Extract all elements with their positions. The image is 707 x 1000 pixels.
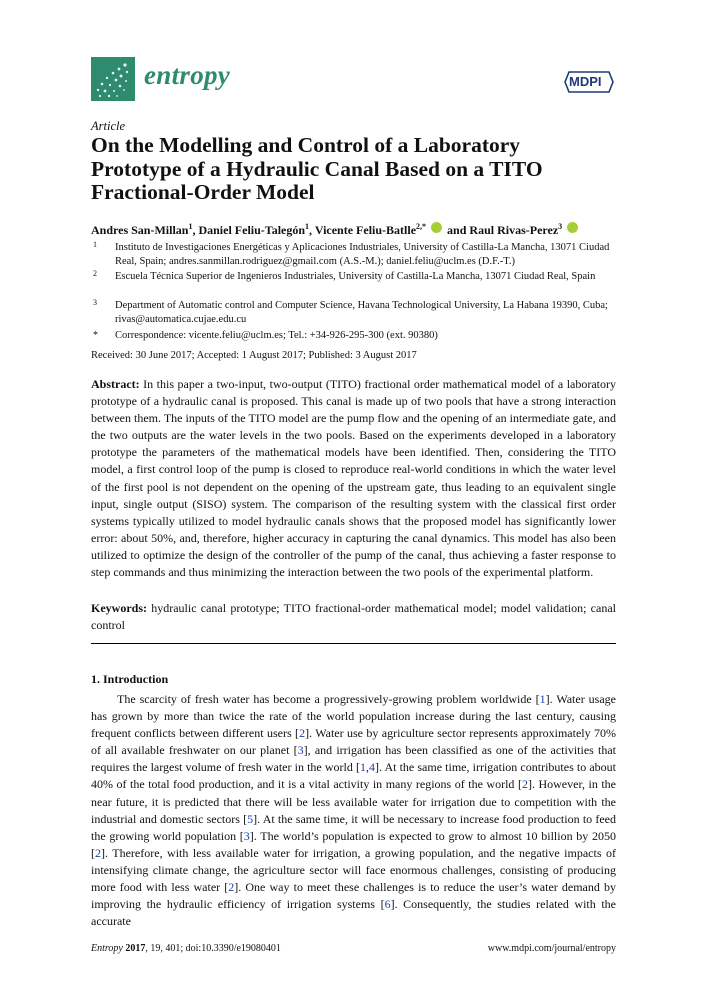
- keywords-label: Keywords:: [91, 601, 147, 615]
- author-name: Raul Rivas-Perez: [469, 223, 559, 237]
- citation-link[interactable]: 2: [228, 880, 235, 895]
- abstract-label: Abstract:: [91, 377, 140, 391]
- citation-link[interactable]: 3: [297, 743, 304, 758]
- citation-link[interactable]: 6: [384, 897, 391, 912]
- abstract-text: In this paper a two-input, two-output (TITO) fractional order mathematical model of a laboratory prototype of a hydraulic canal is proposed. This canal is made up of two pools that have a strong interaction between them. The inputs of the TITO model are the pump flow and the opening of an intermediate gate, and the two outputs are the water levels in the two pools. Based on the experiments developed in a laboratory prototype the parameters of the mathematical models have been identified. Then, considering the TITO model, a first control loop of the pump is closed to reproduce real-world conditions in which the water level of the first pool is not dependent on the opening of the upstream gate, thus leading to an equivalent single input, single output (SISO) system. The comparison of the resulting system with the classical first order systems typically utilized to model hydraulic canals shows that the proposed model has significantly lower error: about 50%, and, therefore, higher accuracy in capturing the canal dynamics. This model has also been utilized to optimize the design of the controller of the pump of the canal, thus achieving a faster response to step commands and thus minimizing the interaction between the two pools of the experimental platform.: [91, 377, 617, 580]
- affiliation-item: 3 Department of Automatic control and Computer Science, Havana Technological University, La Habana 19390, Cuba; rivas@automatica.cujae.edu.cu: [93, 298, 608, 325]
- author-name: Andres San-Millan: [91, 223, 189, 237]
- citation-link[interactable]: 1: [539, 692, 546, 706]
- affiliation-item: 2 Escuela Técnica Superior de Ingenieros Industriales, University of Castilla-La Mancha, 13071 Ciudad Real, Spain: [93, 269, 596, 282]
- intro-text: ]. One way to meet these challenges is to reduce the user’s water demand by improving the hydraulic efficiency of irrigation systems [: [91, 880, 616, 912]
- footer-journal-url[interactable]: www.mdpi.com/journal/entropy: [487, 943, 616, 954]
- abstract: [91, 376, 616, 581]
- intro-paragraph: [91, 691, 616, 930]
- section-heading: 1. Introduction: [91, 672, 169, 686]
- intro-text: ], and irrigation has been classified as one of the activities that requires the largest volume of fresh water in the world [: [91, 743, 617, 775]
- citation-link[interactable]: 2: [95, 845, 101, 860]
- author-name: Daniel Feliu-Talegón: [198, 223, 306, 237]
- citation-link[interactable]: 3: [243, 828, 250, 843]
- journal-logo-icon: [91, 57, 135, 101]
- section-divider: [91, 643, 616, 644]
- author-affil-sup: 2,*: [416, 222, 427, 231]
- keywords: [91, 600, 616, 634]
- article-type: Article: [91, 119, 126, 133]
- publication-dates: Received: 30 June 2017; Accepted: 1 August 2017; Published: 3 August 2017: [91, 350, 417, 361]
- intro-text: ]. The world’s population is expected to grow to almost 10 billion by 2050 [: [91, 828, 616, 860]
- footer-citation: Entropy 2017, 19, 401; doi:10.3390/e19080401: [91, 943, 281, 954]
- intro-text: ]. Water usage has grown by more than twice the rate of the world population increase during the last century, causing frequent conflicts between different users [: [91, 692, 616, 741]
- intro-text: ]. Water use by agriculture sector represents approximately 70% of all available freshwater on our planet [: [91, 726, 617, 758]
- intro-text: ]. Consequently, the studies related with the accurate: [91, 897, 617, 929]
- intro-text: ]. However, in the near future, it is predicted that there will be less available water for irrigation due to competition with the industrial and domestic sectors [: [91, 777, 617, 826]
- intro-text: ]. At the same time, irrigation contributes to about 40% of the total food production, and it is a vital activity in many regions of the world [: [91, 760, 616, 792]
- article-title: On the Modelling and Control of a Laboratory Prototype of a Hydraulic Canal Based on a TITO Fractional-Order Model: [91, 133, 543, 204]
- orcid-icon[interactable]: [567, 222, 578, 233]
- citation-link[interactable]: 2: [521, 777, 528, 792]
- intro-text: ]. At the same time, it will be necessary to increase food production to feed the growing world population [: [91, 811, 617, 843]
- correspondence: * Correspondence: vicente.feliu@uclm.es; Tel.: +34-926-295-300 (ext. 90380): [93, 330, 438, 341]
- journal-name: entropy: [144, 60, 231, 90]
- author-affil-sup: 3: [558, 222, 563, 231]
- intro-text: ]. Therefore, with less available water for irrigation, a growing population, and the negative impacts of intensifying climate change, the agriculture sector will face enormous challenges, consisting of producing more food with less water [: [91, 845, 616, 895]
- citation-link[interactable]: 5: [247, 811, 254, 826]
- intro-text: The scarcity of fresh water has become a progressively-growing problem worldwide [: [117, 692, 540, 706]
- author-affil-sup: 1: [305, 222, 310, 231]
- affiliation-item: 1 Instituto de Investigaciones Energéticas y Aplicaciones Industriales, University of Castilla-La Mancha, 13071 Ciudad Real, Spain; andres.sanmillan.rodriguez@gmail.com (A.S.-M.); daniel.feliu@uclm.es (D.F.-T.): [93, 240, 610, 267]
- citation-link[interactable]: 1: [360, 760, 366, 775]
- orcid-icon[interactable]: [431, 222, 442, 233]
- author-affil-sup: 1: [188, 222, 193, 231]
- publisher-name: MDPI: [569, 74, 602, 89]
- keywords-text: hydraulic canal prototype; TITO fractional-order mathematical model; model validation; canal control: [91, 601, 616, 632]
- citation-link[interactable]: 4: [369, 760, 375, 775]
- author-name: Vicente Feliu-Batlle: [314, 223, 417, 237]
- intro-text: ,: [366, 760, 369, 775]
- author-list: Andres San-Millan$^1$, Daniel Feliu-Talegón$^1$, Vicente Feliu-Batlle$^{2,*}$ and Raul Rivas-Perez$^3$: [91, 222, 631, 238]
- citation-link[interactable]: 2: [299, 726, 306, 741]
